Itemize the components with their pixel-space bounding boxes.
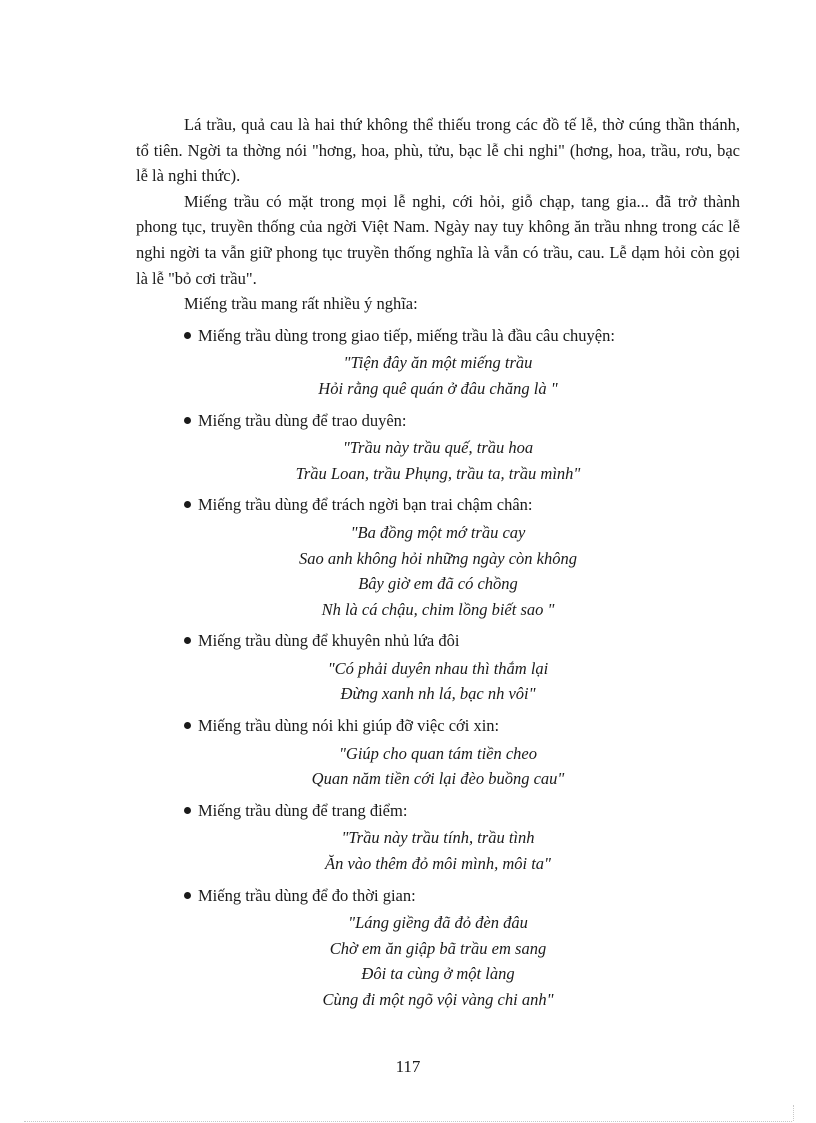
bullet-icon xyxy=(184,501,191,508)
verse-block xyxy=(136,435,740,486)
meaning-list xyxy=(136,323,740,1013)
verse-line: Chờ em ăn giập bã trầu em sang xyxy=(329,938,547,958)
verse-line: "Có phải duyên nhau thì thắm lại xyxy=(327,658,549,678)
page-border-corner xyxy=(793,1105,794,1121)
list-intro: Miếng trầu mang rất nhiều ý nghĩa: xyxy=(184,294,418,314)
list-item-heading: Miếng trầu dùng để khuyên nhủ lứa đôi xyxy=(136,628,740,654)
page-number: 117 xyxy=(395,1057,421,1076)
verse-block xyxy=(136,825,740,876)
paragraph-offerings: Lá trầu, quả cau là hai thứ không thể thiếu trong các đồ tế lễ, thờ cúng thần thánh, tổ tiên. Ngời ta thờng nói "hơng, hoa, phù, tửu, bạc lễ chi nghi" (hơng, hoa, trầu, rơu, bạc lễ là nghi thức). xyxy=(136,115,740,186)
verse-line: Bây giờ em đã có chồng xyxy=(358,574,518,594)
bullet-icon xyxy=(184,417,191,424)
list-item-heading: Miếng trầu dùng để trách ngời bạn trai chậm chân: xyxy=(136,492,740,518)
verse-line: Đừng xanh nh lá, bạc nh vôi" xyxy=(340,684,536,704)
list-item-heading: Miếng trầu dùng để đo thời gian: xyxy=(136,883,740,909)
verse-line: Nh là cá chậu, chim lồng biết sao " xyxy=(321,599,555,619)
verse-line: Đôi ta cùng ở một làng xyxy=(361,964,515,984)
verse-line: "Trầu này trầu tính, trầu tình xyxy=(341,828,535,848)
verse-line: "Giúp cho quan tám tiền cheo xyxy=(338,743,538,763)
verse-line: "Tiện đây ăn một miếng trầu xyxy=(343,353,533,373)
verse-block xyxy=(136,350,740,401)
list-item-heading: Miếng trầu dùng để trao duyên: xyxy=(136,408,740,434)
verse-block xyxy=(136,656,740,707)
bullet-icon xyxy=(184,807,191,814)
verse-line: Hỏi rằng quê quán ở đâu chăng là " xyxy=(318,378,558,398)
verse-line: "Trầu này trầu quế, trầu hoa xyxy=(342,438,534,458)
list-item-heading: Miếng trầu dùng nói khi giúp đỡ việc cới xin: xyxy=(136,713,740,739)
page-body xyxy=(136,112,740,1019)
bullet-icon xyxy=(184,892,191,899)
bullet-icon xyxy=(184,332,191,339)
verse-block xyxy=(136,520,740,622)
list-item-heading: Miếng trầu dùng để trang điểm: xyxy=(136,798,740,824)
verse-block xyxy=(136,741,740,792)
bullet-icon xyxy=(184,637,191,644)
verse-line: Sao anh không hỏi những ngày còn không xyxy=(298,548,577,568)
verse-line: Quan năm tiền cới lại đèo buồng cau" xyxy=(311,769,565,789)
bullet-icon xyxy=(184,722,191,729)
page-border-divider xyxy=(24,1121,792,1122)
verse-line: "Ba đồng một mớ trầu cay xyxy=(350,522,526,542)
verse-line: Ăn vào thêm đỏ môi mình, môi ta" xyxy=(325,854,551,874)
verse-line: "Láng giềng đã đỏ đèn đâu xyxy=(348,913,528,933)
verse-block xyxy=(136,910,740,1012)
list-item-heading: Miếng trầu dùng trong giao tiếp, miếng trầu là đầu câu chuyện: xyxy=(136,323,740,349)
verse-line: Trầu Loan, trầu Phụng, trầu ta, trầu mình" xyxy=(295,463,581,483)
verse-line: Cùng đi một ngõ vội vàng chi anh" xyxy=(322,990,554,1009)
paragraph-customs: Miếng trầu có mặt trong mọi lễ nghi, cới hỏi, giỗ chạp, tang gia... đã trở thành phong tục, truyền thống của ngời Việt Nam. Ngày nay tuy không ăn trầu nhng trong các lễ nghi ngời ta vẫn giữ phong tục truyền thống nghĩa là vẫn có trầu, cau. Lễ dạm hỏi còn gọi là lễ "bỏ cơi trầu". xyxy=(136,191,740,288)
